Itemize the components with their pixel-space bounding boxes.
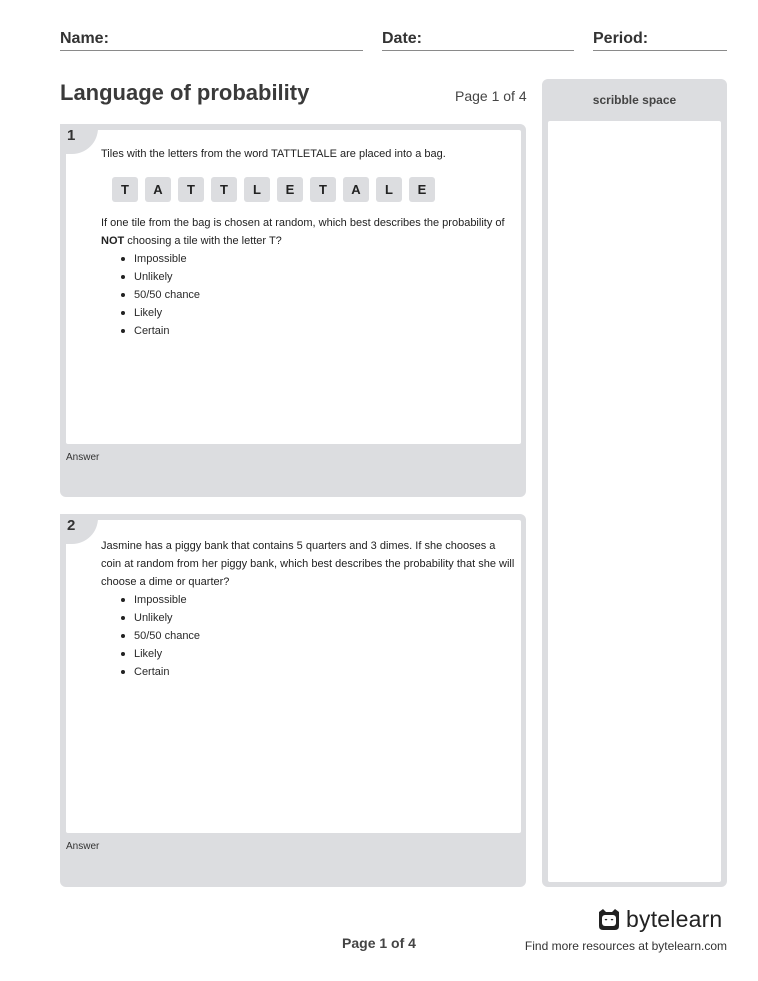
letter-tile: T — [178, 177, 204, 202]
bytelearn-cat-icon — [596, 907, 622, 933]
letter-tile: E — [277, 177, 303, 202]
question-number: 1 — [67, 127, 76, 144]
scribble-label: scribble space — [592, 93, 677, 107]
prompt-text: choosing a tile with the letter T? — [124, 235, 282, 247]
letter-tile: T — [211, 177, 237, 202]
answer-label: Answer — [66, 452, 100, 463]
question-card-1 — [60, 124, 526, 497]
footer-page-indicator: Page 1 of 4 — [342, 935, 416, 951]
name-field[interactable] — [60, 30, 363, 51]
question-number: 2 — [67, 517, 76, 534]
period-label: Period: — [593, 30, 649, 47]
option-item: Impossible — [119, 591, 200, 609]
option-item: Unlikely — [119, 609, 200, 627]
option-item: Certain — [119, 663, 200, 681]
date-label: Date: — [382, 30, 423, 47]
option-item: Certain — [119, 322, 200, 340]
letter-tile: A — [343, 177, 369, 202]
question-body — [66, 130, 521, 444]
option-item: Unlikely — [119, 268, 200, 286]
brand-name: bytelearn — [626, 906, 723, 932]
letter-tiles — [112, 177, 435, 202]
question-prompt — [101, 214, 516, 250]
question-body — [66, 520, 521, 833]
name-label: Name: — [60, 30, 109, 47]
option-item: 50/50 chance — [119, 286, 200, 304]
period-field[interactable] — [593, 30, 727, 51]
prompt-text: If one tile from the bag is chosen at random, which best describes the probability of — [101, 217, 505, 229]
question-text: Jasmine has a piggy bank that contains 5 quarters and 3 dimes. If she chooses a coin at random from her piggy bank, which best describes the probability that she will choose a dime or quarter? — [101, 540, 515, 588]
answer-options — [119, 591, 200, 681]
letter-tile: T — [310, 177, 336, 202]
scribble-area[interactable] — [548, 121, 721, 882]
question-card-2 — [60, 514, 526, 887]
prompt-emphasis: NOT — [101, 235, 125, 247]
page-indicator: Page 1 of 4 — [455, 88, 527, 104]
option-item: 50/50 chance — [119, 627, 200, 645]
option-item: Likely — [119, 304, 200, 322]
letter-tile: E — [409, 177, 435, 202]
question-text: Tiles with the letters from the word TATTLETALE are placed into a bag. — [101, 148, 446, 160]
answer-options — [119, 250, 200, 340]
date-field[interactable] — [382, 30, 574, 51]
page-title: Language of probability — [60, 80, 310, 105]
letter-tile: T — [112, 177, 138, 202]
bytelearn-logo — [596, 906, 722, 933]
footer-resources-link[interactable]: Find more resources at bytelearn.com — [524, 939, 727, 953]
letter-tile: L — [376, 177, 402, 202]
answer-label: Answer — [66, 841, 100, 852]
option-item: Impossible — [119, 250, 200, 268]
letter-tile: A — [145, 177, 171, 202]
option-item: Likely — [119, 645, 200, 663]
scribble-panel — [542, 79, 727, 887]
letter-tile: L — [244, 177, 270, 202]
